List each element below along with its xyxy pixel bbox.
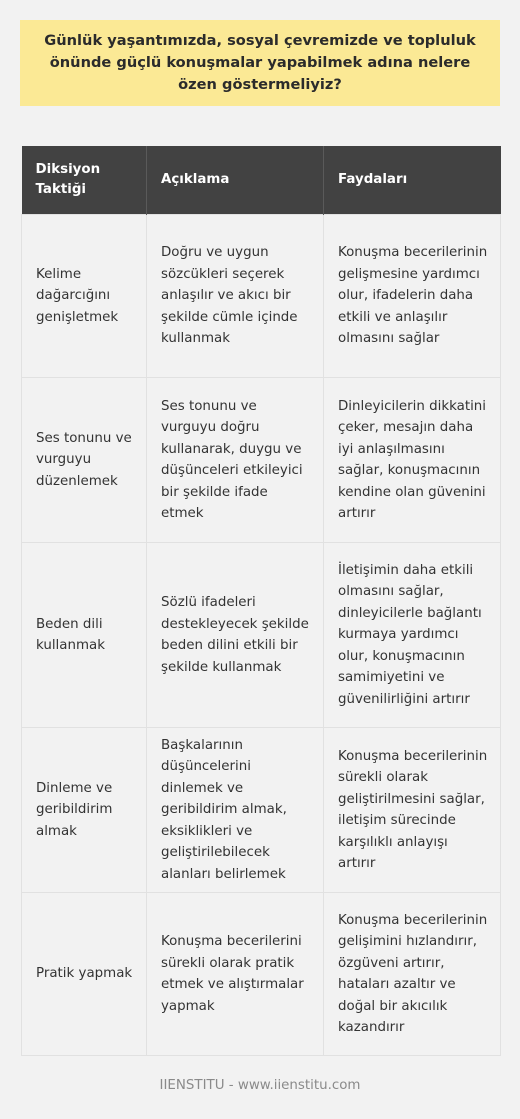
column-header-description: Açıklama: [147, 146, 324, 215]
cell-tactic: Beden dili kullanmak: [22, 543, 147, 728]
diction-tactics-table: [21, 146, 501, 1056]
table-header-row: [22, 146, 501, 215]
cell-description: Başkalarının düşüncelerini dinlemek ve geribildirim almak, eksiklikleri ve geliştirilebilecek alanları belirlemek: [147, 728, 324, 893]
table-row: [22, 893, 501, 1056]
cell-tactic: Pratik yapmak: [22, 893, 147, 1056]
cell-benefits: İletişimin daha etkili olmasını sağlar, dinleyicilerle bağlantı kurmaya yardımcı olur, konuşmacının samimiyetini ve güvenilirliğini artırır: [324, 543, 501, 728]
cell-description: Konuşma becerilerini sürekli olarak pratik etmek ve alıştırmalar yapmak: [147, 893, 324, 1056]
cell-benefits: Konuşma becerilerinin sürekli olarak geliştirilmesini sağlar, iletişim sürecinde karşılıklı anlayışı artırır: [324, 728, 501, 893]
column-header-benefits: Faydaları: [324, 146, 501, 215]
cell-tactic: Kelime dağarcığını genişletmek: [22, 215, 147, 378]
cell-description: Doğru ve uygun sözcükleri seçerek anlaşılır ve akıcı bir şekilde cümle içinde kullanmak: [147, 215, 324, 378]
cell-description: Ses tonunu ve vurguyu doğru kullanarak, duygu ve düşünceleri etkileyici bir şekilde ifade etmek: [147, 378, 324, 543]
table-row: [22, 215, 501, 378]
cell-tactic: Dinleme ve geribildirim almak: [22, 728, 147, 893]
column-header-tactic: Diksiyon Taktiği: [22, 146, 147, 215]
cell-benefits: Konuşma becerilerinin gelişimini hızlandırır, özgüveni artırır, hataları azaltır ve doğal bir akıcılık kazandırır: [324, 893, 501, 1056]
cell-benefits: Dinleyicilerin dikkatini çeker, mesajın daha iyi anlaşılmasını sağlar, konuşmacının kendine olan güvenini artırır: [324, 378, 501, 543]
table-row: [22, 378, 501, 543]
title-banner: [20, 20, 500, 106]
page-title: Günlük yaşantımızda, sosyal çevremizde ve topluluk önünde güçlü konuşmalar yapabilmek adına nelere özen göstermeliyiz?: [44, 32, 476, 93]
table-row: [22, 543, 501, 728]
footer-credit: IIENSTITU - www.iienstitu.com: [159, 1078, 361, 1093]
table-row: [22, 728, 501, 893]
cell-tactic: Ses tonunu ve vurguyu düzenlemek: [22, 378, 147, 543]
cell-benefits: Konuşma becerilerinin gelişmesine yardımcı olur, ifadelerin daha etkili ve anlaşılır olmasını sağlar: [324, 215, 501, 378]
cell-description: Sözlü ifadeleri destekleyecek şekilde beden dilini etkili bir şekilde kullanmak: [147, 543, 324, 728]
